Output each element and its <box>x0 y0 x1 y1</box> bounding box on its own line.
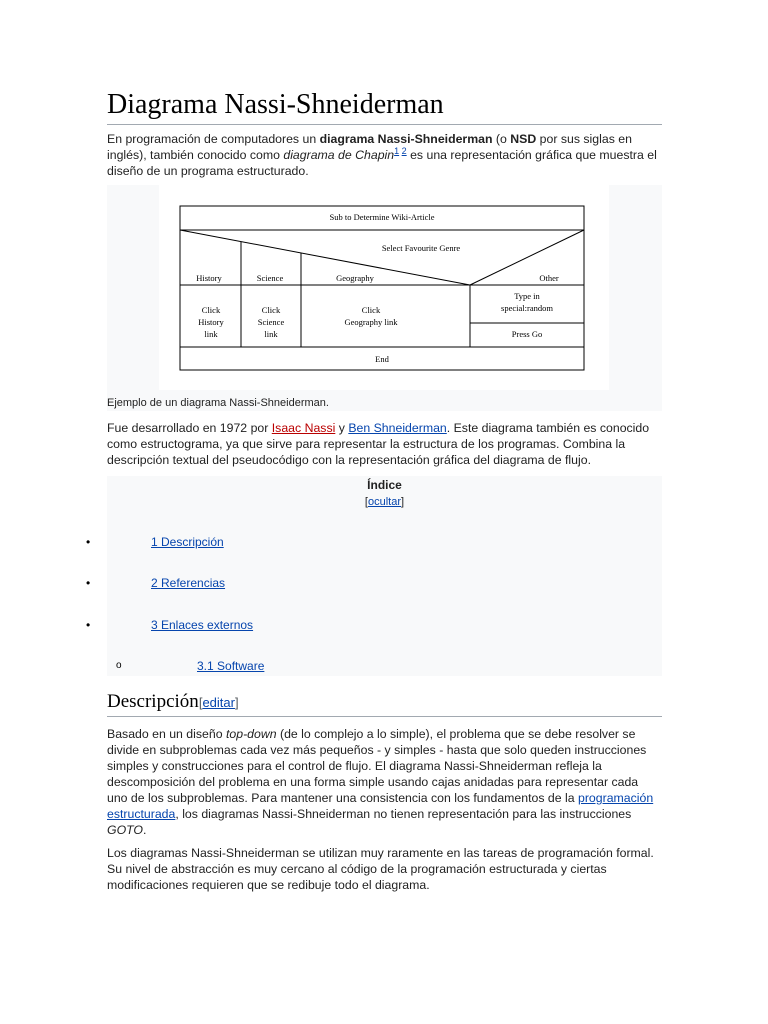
section-heading-descripcion <box>107 690 662 717</box>
desc1-italic-1: top-down <box>225 727 277 741</box>
intro-text-3: por sus siglas en inglés), también conocido como <box>107 132 632 162</box>
diagram-click-science-2: Science <box>257 317 285 327</box>
toc-toggle <box>107 496 662 508</box>
diagram-type-in-1: Type in <box>514 291 540 301</box>
diagram-other-label: Other <box>539 273 559 283</box>
intro-paragraph <box>107 131 662 179</box>
intro-text-4: es una representación gráfica que muestra el diseño de un programa estructurado. <box>107 148 657 178</box>
section-edit-bracket-open: [ <box>198 695 203 710</box>
description-paragraph-1 <box>107 726 662 838</box>
desc1-text-1: Basado en un diseño <box>107 727 226 741</box>
history-text-1: Fue desarrollado en 1972 por <box>107 421 272 435</box>
history-text-2: y <box>335 421 349 435</box>
toc-toggle-bracket-close: ] <box>401 496 405 508</box>
diagram-click-science-1: Click <box>261 305 281 315</box>
desc1-text-3: , los diagramas Nassi-Shneiderman no tienen representación para las instrucciones <box>175 807 632 821</box>
intro-text-1: En programación de computadores un <box>107 132 320 146</box>
diagram-history-label: History <box>196 273 222 283</box>
ben-shneiderman-link[interactable]: Ben Shneiderman <box>348 421 447 435</box>
toc-bullet-3: • <box>86 618 91 632</box>
reference-link-2[interactable]: 2 <box>401 145 407 156</box>
toc-item-referencias[interactable]: 2 Referencias <box>151 576 226 590</box>
toc-subitem-software[interactable]: 3.1 Software <box>197 659 265 673</box>
table-of-contents <box>86 476 662 676</box>
toc-item-descripcion[interactable]: 1 Descripción <box>151 535 224 549</box>
desc1-italic-2: GOTO <box>107 823 143 837</box>
diagram-science-label: Science <box>256 273 284 283</box>
toc-item-enlaces-externos[interactable]: 3 Enlaces externos <box>151 618 254 632</box>
history-text-3: . Este diagrama también es conocido como estructograma, ya que sirve para representar la estructura de los programas. Combina la descripción textual del pseudocódigo con la representación gráfica del diagrama de flujo. <box>107 421 650 467</box>
diagram-type-in-2: special:random <box>501 303 553 313</box>
diagram-svg <box>159 185 609 390</box>
description-paragraph-2: Los diagramas Nassi-Shneiderman se utilizan muy raramente en las tareas de programación formal. Su nivel de abstracción es muy cercano al código de la programación estructurada y ciertas modificaciones requieren que se redibuje todo el diagrama. <box>107 846 654 892</box>
toc-bullet-1: • <box>86 535 91 549</box>
intro-italic-term: diagrama de Chapin <box>283 148 395 162</box>
diagram-press-go-label: Press Go <box>511 329 543 339</box>
reference-link-1[interactable]: 1 <box>394 145 400 156</box>
figure-caption: Ejemplo de un diagrama Nassi-Shneiderman. <box>107 397 329 409</box>
intro-bold-abbr: NSD <box>510 132 537 146</box>
diagram-click-history-3: link <box>204 329 218 339</box>
toc-hide-link[interactable]: ocultar <box>367 496 402 508</box>
diagram-click-science-3: link <box>264 329 278 339</box>
figure-thumbnail <box>107 185 662 411</box>
diagram-click-geography-1: Click <box>361 305 381 315</box>
toc-title: Índice <box>367 478 402 492</box>
diagram-click-history-1: Click <box>201 305 221 315</box>
section-heading-text: Descripción <box>107 691 199 712</box>
section-edit <box>199 695 239 710</box>
diagram-end-label: End <box>375 354 389 364</box>
diagram-case-diagonal-right <box>470 230 584 285</box>
diagram-click-history-2: History <box>198 317 224 327</box>
isaac-nassi-link[interactable]: Isaac Nassi <box>271 421 336 435</box>
diagram-header-label: Sub to Determine Wiki-Article <box>329 212 435 222</box>
article-content <box>86 88 662 893</box>
page-title: Diagrama Nassi-Shneiderman <box>107 88 662 125</box>
section-edit-link[interactable]: editar <box>202 695 235 710</box>
diagram-select-label: Select Favourite Genre <box>381 243 461 253</box>
nassi-shneiderman-diagram-image[interactable] <box>159 185 609 390</box>
toc-bullet-2: • <box>86 576 91 590</box>
history-paragraph <box>107 420 662 468</box>
section-edit-bracket-close: ] <box>234 695 239 710</box>
toc-toggle-bracket-open: [ <box>364 496 368 508</box>
intro-text-2: (o <box>492 132 511 146</box>
diagram-click-geography-2: Geography link <box>344 317 398 327</box>
diagram-geography-label: Geography <box>336 273 374 283</box>
desc1-text-4: . <box>142 823 147 837</box>
desc1-text-2: (de lo complejo a lo simple), el problema que se debe resolver se divide en subproblemas cada vez más pequeños - y simples - hasta que solo queden instrucciones simples y construcciones para el control de flujo. El diagrama Nassi-Shneiderman refleja la descomposición del problema en una forma simple usando cajas anidadas para representar cada uno de los subproblemas. Para mantener una consistencia con los fundamentos de la <box>107 727 647 805</box>
diagram-case-diagonal-left <box>180 230 470 285</box>
toc-subbullet-1: o <box>116 660 122 671</box>
intro-bold-term: diagrama Nassi-Shneiderman <box>319 132 493 146</box>
programacion-estructurada-link[interactable]: programación estructurada <box>107 791 654 821</box>
